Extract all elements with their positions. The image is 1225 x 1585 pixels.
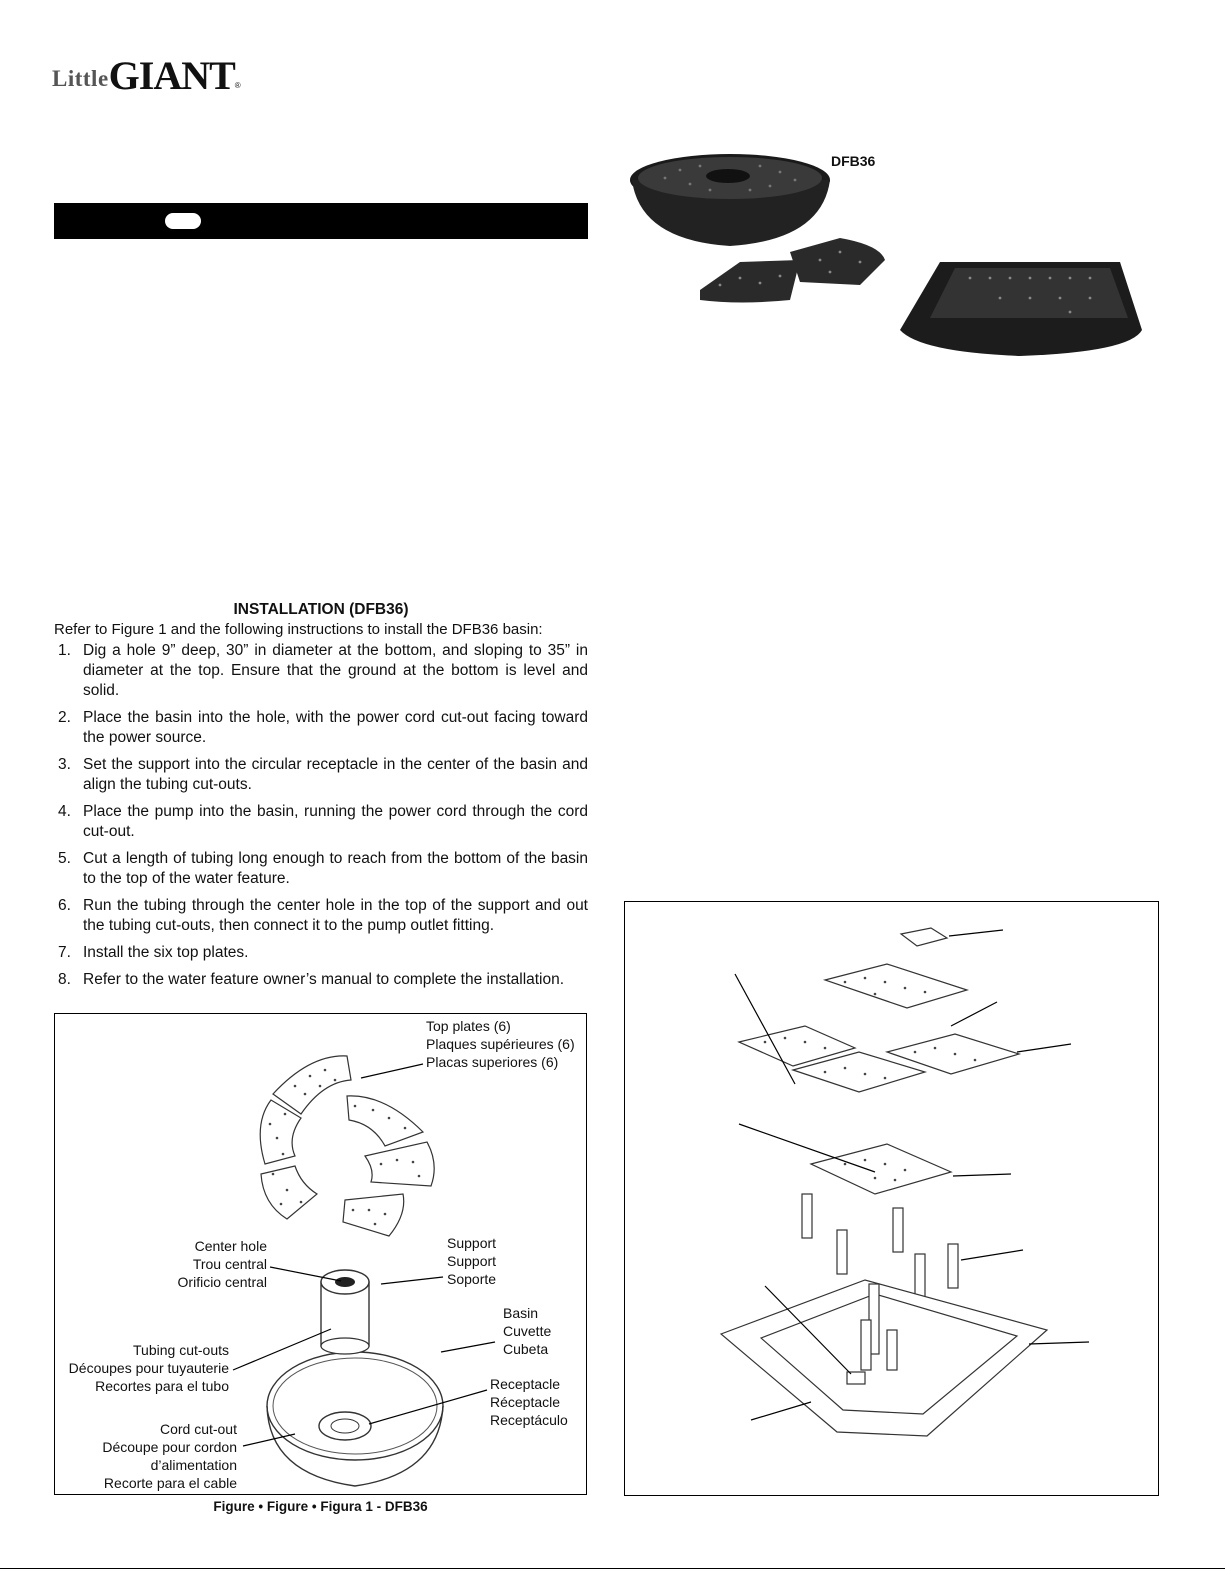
step-number: 7. [58, 944, 71, 961]
label-top-plates [426, 1017, 575, 1071]
step-item [54, 641, 588, 701]
label-support-es: Soporte [447, 1271, 497, 1287]
step-number: 2. [58, 709, 71, 726]
step-number: 1. [58, 642, 71, 659]
label-cord-cutout-fr2: d’alimentation [150, 1457, 237, 1473]
step-text: Run the tubing through the center hole in the top of the support and out the tubing cut-outs, then connect it to the pump outlet fitting. [83, 897, 588, 934]
logo-giant: GIANT [108, 53, 235, 98]
label-basin-en: Basin [503, 1305, 539, 1321]
step-number: 3. [58, 756, 71, 773]
figure-2-frame [624, 901, 1159, 1496]
installation-steps [54, 641, 588, 997]
product-label: DFB36 [831, 153, 876, 169]
label-tubing-cutouts-es: Recortes para el tubo [95, 1378, 229, 1394]
label-basin-fr: Cuvette [503, 1323, 552, 1339]
label-basin-es: Cubeta [503, 1341, 549, 1357]
label-center-hole-fr: Trou central [192, 1256, 267, 1272]
label-support-en: Support [447, 1235, 497, 1251]
label-support [447, 1234, 496, 1288]
installation-title: INSTALLATION (DFB36) [233, 601, 409, 618]
step-item [54, 802, 588, 842]
step-text: Place the pump into the basin, running the power cord through the cord cut-out. [83, 803, 588, 840]
label-tubing-cutouts [55, 1341, 229, 1395]
label-cord-cutout-es: Recorte para el cable [103, 1475, 237, 1491]
logo-registered: ® [234, 81, 241, 90]
step-item [54, 849, 588, 889]
step-text: Set the support into the circular receptacle in the center of the basin and align the tubing cut-outs. [83, 756, 588, 793]
step-text: Refer to the water feature owner’s manual to complete the installation. [83, 971, 565, 988]
label-cord-cutout [75, 1420, 237, 1492]
label-top-plates-fr: Plaques supérieures (6) [426, 1036, 575, 1052]
label-cord-cutout-fr: Découpe pour cordon [102, 1439, 237, 1455]
label-center-hole-es: Orificio central [177, 1274, 267, 1290]
step-number: 6. [58, 897, 71, 914]
figure-2-drawing [625, 902, 1158, 1495]
step-item [54, 896, 588, 936]
label-center-hole [165, 1237, 267, 1291]
step-item [54, 943, 588, 963]
step-number: 5. [58, 850, 71, 867]
step-text: Install the six top plates. [83, 944, 249, 961]
installation-intro: Refer to Figure 1 and the following instructions to install the DFB36 basin: [54, 621, 543, 638]
logo-little: Little [52, 66, 109, 91]
figure-1-caption: Figure • Figure • Figura 1 - DFB36 [213, 1499, 428, 1514]
label-receptacle-es: Receptáculo [490, 1412, 568, 1428]
label-receptacle-fr: Réceptacle [490, 1394, 561, 1410]
page-bottom-rule [0, 1568, 1225, 1569]
label-support-fr: Support [447, 1253, 497, 1269]
label-top-plates-en: Top plates (6) [426, 1018, 511, 1034]
step-number: 4. [58, 803, 71, 820]
step-text: Dig a hole 9” deep, 30” in diameter at the bottom, and sloping to 35” in diameter at the top. Ensure that the ground at the bottom is level and solid. [83, 642, 588, 699]
label-tubing-cutouts-en: Tubing cut-outs [133, 1342, 229, 1358]
step-item [54, 970, 588, 990]
step-text: Place the basin into the hole, with the power cord cut-out facing toward the power source. [83, 709, 588, 746]
product-photo [0, 0, 1225, 400]
label-tubing-cutouts-fr: Découpes pour tuyauterie [68, 1360, 229, 1376]
label-receptacle [490, 1375, 568, 1429]
step-number: 8. [58, 971, 71, 988]
label-basin [503, 1304, 551, 1358]
label-center-hole-en: Center hole [194, 1238, 267, 1254]
label-cord-cutout-en: Cord cut-out [159, 1421, 237, 1437]
figure-1-frame [54, 1013, 587, 1495]
label-top-plates-es: Placas superiores (6) [426, 1054, 559, 1070]
step-item [54, 755, 588, 795]
step-item [54, 708, 588, 748]
label-receptacle-en: Receptacle [490, 1376, 561, 1392]
step-text: Cut a length of tubing long enough to reach from the bottom of the basin to the top of the water feature. [83, 850, 588, 887]
